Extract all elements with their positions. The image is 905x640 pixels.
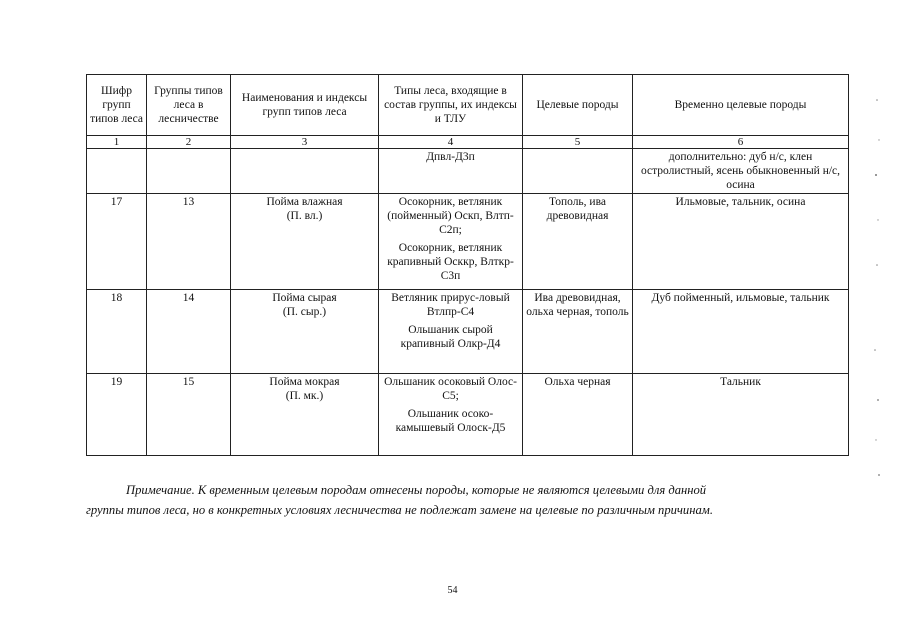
table-row: [87, 194, 849, 290]
cell-temporary-species-text: дополнительно: дуб н/с, клен остролистный, ясень обыкновенный н/с, осина: [640, 151, 841, 191]
cell-cipher: 17: [87, 194, 147, 290]
column-number: 4: [379, 136, 523, 149]
cell-target-species: [523, 194, 633, 290]
table-row: [87, 290, 849, 374]
cell-group-name-text: (П. мк.): [285, 390, 324, 402]
cell-group-name-text: (П. вл.): [286, 210, 323, 222]
table-row: [87, 374, 849, 456]
cell-target-species: [523, 290, 633, 374]
column-number: 6: [633, 136, 849, 149]
header-groups: Группы типов леса в лесничестве: [147, 75, 231, 136]
column-number: 1: [87, 136, 147, 149]
cell-target-species: [523, 149, 633, 194]
cell-forest-types: [379, 194, 523, 290]
cell-forest-types-text: Осокорник, ветляник (пойменный) Оскп, Влтп-С2п;: [387, 196, 514, 236]
page-number: 54: [447, 585, 458, 596]
cell-target-species-text: Тополь, ива древовидная: [546, 196, 609, 222]
cell-group-name: [231, 194, 379, 290]
cell-group-name-text: Пойма сырая: [272, 292, 337, 304]
header-names: Наименования и индексы групп типов леса: [231, 75, 379, 136]
cell-temporary-species-text: Ильмовые, тальник, осина: [675, 196, 806, 208]
column-number: 3: [231, 136, 379, 149]
cell-forest-types-text: Осокорник, ветляник крапивный Осккр, Влткр-С3п: [387, 242, 514, 282]
cell-cipher: [87, 149, 147, 194]
forest-types-table: [86, 74, 849, 456]
cell-group-name-text: (П. сыр.): [282, 306, 327, 318]
cell-group-name: [231, 374, 379, 456]
footnote-line-2: группы типов леса, но в конкретных условиях лесничества не подлежат замене на целевые по различным причинам.: [86, 503, 713, 517]
column-number: 2: [147, 136, 231, 149]
scan-specks: [865, 80, 895, 500]
table-body: [87, 149, 849, 456]
cell-forest-types-text: Ольшаник сырой крапивный Олкр-Д4: [400, 324, 501, 350]
cell-group-name-text: Пойма влажная: [266, 196, 343, 208]
cell-target-species-text: Ива древовидная, ольха черная, тополь: [526, 292, 629, 318]
footnote-line-1: Примечание. К временным целевым породам отнесены породы, которые не являются целевыми для данной: [126, 483, 707, 497]
cell-temporary-species-text: Тальник: [720, 376, 761, 388]
cell-forest-types-text: Ветляник прирус-ловый Втлпр-С4: [391, 292, 510, 318]
header-cipher: Шифр групп типов леса: [87, 75, 147, 136]
cell-forest-types: [379, 149, 523, 194]
cell-temporary-species: [633, 290, 849, 374]
cell-cipher: 19: [87, 374, 147, 456]
cell-target-species-text: Ольха черная: [544, 376, 611, 388]
cell-temporary-species: [633, 149, 849, 194]
cell-group-name: [231, 149, 379, 194]
cell-group: 15: [147, 374, 231, 456]
cell-forest-types: [379, 290, 523, 374]
column-number-row: [87, 136, 849, 149]
column-number: 5: [523, 136, 633, 149]
cell-group: 14: [147, 290, 231, 374]
table-row: [87, 149, 849, 194]
cell-group-name: [231, 290, 379, 374]
cell-temporary-species: [633, 194, 849, 290]
cell-forest-types-text: Дпвл-Д3п: [426, 151, 475, 163]
cell-temporary-species-text: Дуб пойменный, ильмовые, тальник: [651, 292, 830, 304]
cell-forest-types: [379, 374, 523, 456]
cell-forest-types-text: Ольшаник осоковый Олос-С5;: [384, 376, 517, 402]
cell-target-species: [523, 374, 633, 456]
cell-cipher: 18: [87, 290, 147, 374]
header-row: [87, 75, 849, 136]
cell-group: 13: [147, 194, 231, 290]
cell-group: [147, 149, 231, 194]
footnote: [86, 480, 848, 520]
header-temporary-species: Временно целевые породы: [633, 75, 849, 136]
header-target-species: Целевые породы: [523, 75, 633, 136]
header-forest-types: Типы леса, входящие в состав группы, их индексы и ТЛУ: [379, 75, 523, 136]
cell-temporary-species: [633, 374, 849, 456]
cell-forest-types-text: Ольшаник осоко-камышевый Олоск-Д5: [395, 408, 506, 434]
cell-group-name-text: Пойма мокрая: [269, 376, 340, 388]
